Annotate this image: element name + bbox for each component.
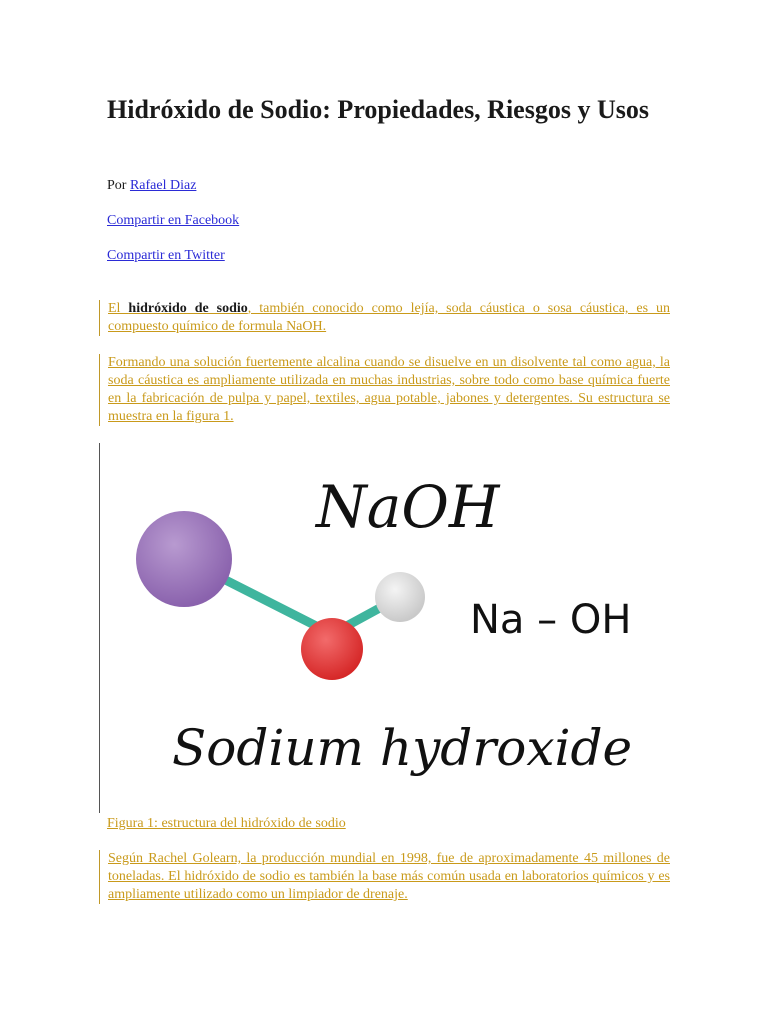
share-facebook-link[interactable]: Compartir en Facebook (107, 213, 240, 228)
intro-bold-term: hidróxido de sodio (128, 301, 248, 316)
intro-pre: El (108, 301, 129, 316)
oxygen-atom (301, 618, 363, 680)
figure-title-text: NaOH (316, 473, 500, 541)
hydrogen-atom (375, 572, 425, 622)
byline-prefix: Por (107, 178, 127, 193)
sodium-atom (136, 511, 232, 607)
figure-name-text: Sodium hydroxide (172, 719, 633, 777)
production-paragraph[interactable]: Según Rachel Golearn, la producción mundial en 1998, fue de aproximadamente 45 millones de toneladas. El hidróxido de sodio es también la base más común usada en laboratorios químicos y es ampliamente utilizado como un limpiador de drenaje. (99, 850, 670, 904)
intro-paragraph[interactable] (99, 300, 670, 336)
page-title: Hidróxido de Sodio: Propiedades, Riesgos y Usos (107, 95, 649, 124)
naoh-molecule-image (100, 443, 662, 813)
figure-caption[interactable]: Figura 1: estructura del hidróxido de sodio (107, 816, 346, 831)
intro-post: , también conocido como lejía, soda cáustica o sosa cáustica, es un compuesto químico de formula NaOH. (108, 301, 670, 334)
usage-paragraph[interactable]: Formando una solución fuertemente alcalina cuando se disuelve en un disolvente tal como agua, la soda cáustica es ampliamente utilizada en muchas industrias, sobre todo como base química fuerte en la fabricación de pulpa y papel, textiles, agua potable, jabones y detergentes. Su estructura se muestra en la figura 1. (99, 354, 670, 426)
byline (107, 177, 196, 195)
figure-naoh (99, 443, 662, 813)
share-twitter-link[interactable]: Compartir en Twitter (107, 248, 225, 263)
author-link[interactable]: Rafael Diaz (129, 178, 197, 193)
figure-formula-text: Na – OH (470, 597, 632, 643)
